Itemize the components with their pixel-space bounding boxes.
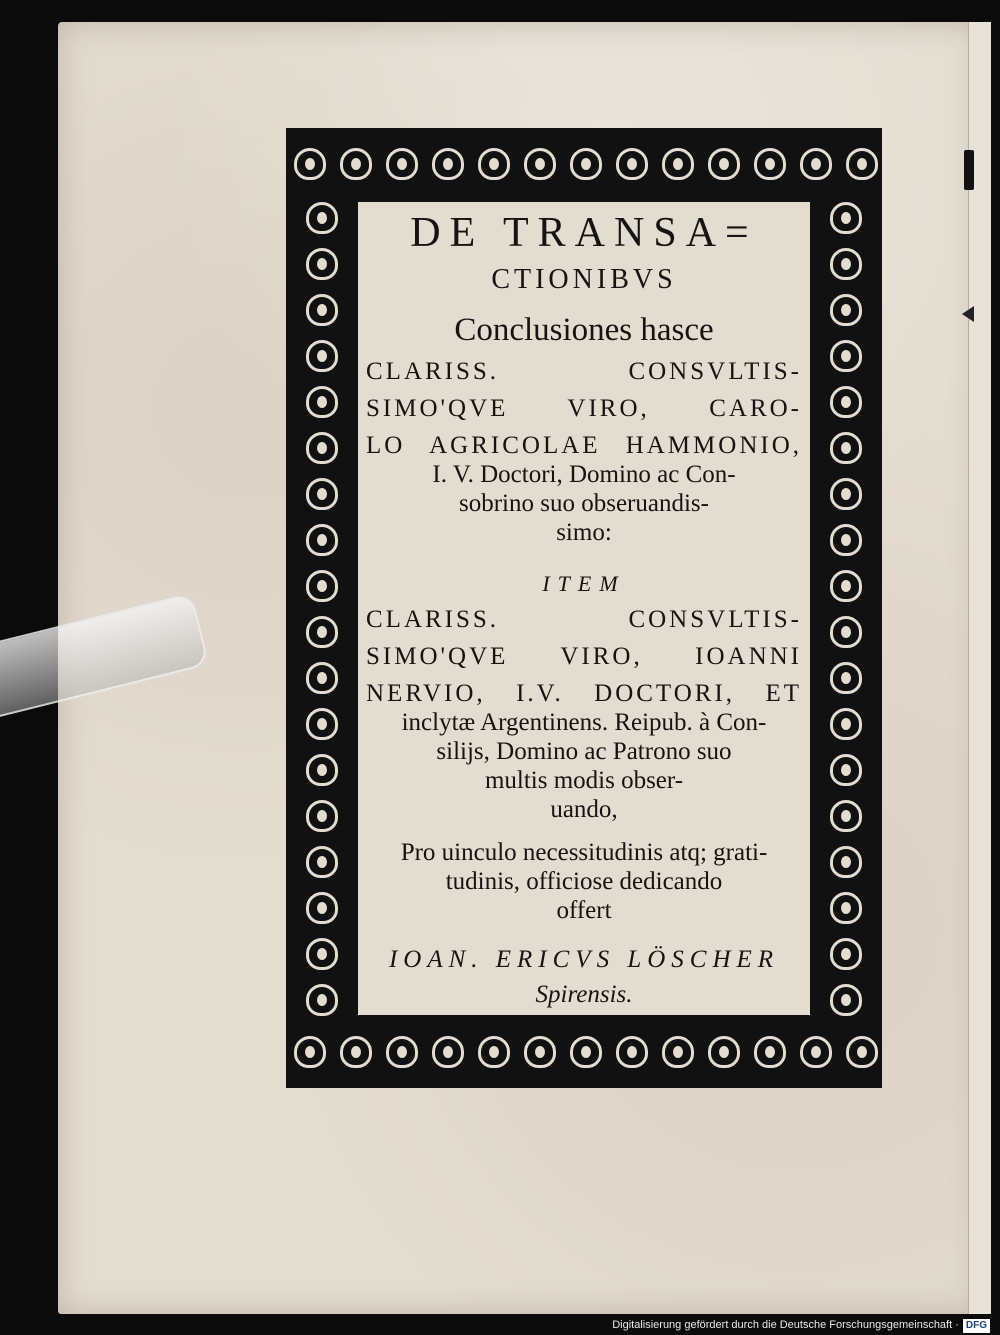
border-ornament-icon: [616, 148, 648, 180]
border-ornament-icon: [294, 1036, 326, 1068]
closing-line: Pro uinculo necessitudinis atq; grati-: [400, 839, 768, 866]
subtitle: Conclusiones hasce: [454, 312, 714, 348]
border-ornament-icon: [830, 478, 862, 510]
dedication1-line: LO AGRICOLAE HAMMONIO,: [366, 432, 802, 459]
border-ornament-icon: [800, 1036, 832, 1068]
border-ornament-icon: [846, 1036, 878, 1068]
border-ornament-icon: [754, 1036, 786, 1068]
border-ornament-icon: [830, 662, 862, 694]
border-ornament-icon: [830, 294, 862, 326]
border-ornament-icon: [306, 524, 338, 556]
border-ornament-icon: [306, 432, 338, 464]
border-ornament-icon: [830, 432, 862, 464]
page-edge-strip: [968, 22, 991, 1314]
border-ornament-icon: [830, 708, 862, 740]
title-line-1: DE TRANSA=: [410, 210, 758, 256]
border-ornament-icon: [830, 984, 862, 1016]
border-ornament-icon: [830, 570, 862, 602]
border-ornament-icon: [340, 1036, 372, 1068]
border-ornament-icon: [478, 148, 510, 180]
dedication1-line: SIMO'QVE VIRO, CARO-: [366, 395, 802, 422]
closing-line: tudinis, officiose dedicando: [445, 868, 723, 895]
border-ornament-icon: [306, 294, 338, 326]
dedication2-line: multis modis obser-: [484, 767, 684, 794]
closing-line: offert: [556, 897, 612, 924]
border-ornament-icon: [306, 248, 338, 280]
author-origin: Spirensis.: [535, 981, 633, 1008]
dedication2-line: uando,: [550, 796, 618, 823]
border-ornament-icon: [306, 570, 338, 602]
border-ornament-icon: [306, 938, 338, 970]
border-ornament-icon: [830, 524, 862, 556]
dedication2-line: SIMO'QVE VIRO, IOANNI: [366, 643, 802, 670]
border-ornament-icon: [306, 754, 338, 786]
border-ornament-icon: [830, 938, 862, 970]
border-ornament-icon: [306, 800, 338, 832]
dedication2-line: inclytæ Argentinens. Reipub. à Con-: [401, 709, 767, 736]
title-page-text: [358, 202, 810, 1007]
border-ornament-icon: [830, 616, 862, 648]
border-ornament-icon: [306, 892, 338, 924]
border-ornament-icon: [830, 386, 862, 418]
border-ornament-icon: [830, 202, 862, 234]
item-heading: ITEM: [542, 571, 626, 596]
border-ornament-icon: [830, 340, 862, 372]
border-ornament-icon: [708, 1036, 740, 1068]
border-ornament-icon: [306, 708, 338, 740]
border-ornament-icon: [662, 1036, 694, 1068]
border-ornament-icon: [432, 148, 464, 180]
border-ornament-icon: [306, 616, 338, 648]
border-ornament-icon: [306, 386, 338, 418]
border-ornament-icon: [708, 148, 740, 180]
border-ornament-icon: [616, 1036, 648, 1068]
dedication2-line: silijs, Domino ac Patrono suo: [436, 738, 732, 765]
border-ornament-icon: [570, 1036, 602, 1068]
footer-text: Digitalisierung gefördert durch die Deutsche Forschungsgemeinschaft ·: [612, 1319, 959, 1331]
border-ornament-icon: [830, 892, 862, 924]
title-line-2: CTIONIBVS: [491, 264, 677, 295]
border-ornament-icon: [306, 984, 338, 1016]
dedication1-line: CLARISS. CONSVLTIS-: [366, 358, 802, 385]
border-ornament-icon: [340, 148, 372, 180]
border-ornament-icon: [830, 846, 862, 878]
border-ornament-icon: [800, 148, 832, 180]
border-ornament-icon: [662, 148, 694, 180]
border-ornament-icon: [306, 202, 338, 234]
border-ornament-icon: [386, 1036, 418, 1068]
border-ornament-icon: [306, 846, 338, 878]
border-ornament-icon: [830, 754, 862, 786]
dfg-logo: DFG: [963, 1319, 990, 1333]
border-ornament-icon: [306, 662, 338, 694]
border-ornament-icon: [306, 340, 338, 372]
border-ornament-icon: [524, 148, 556, 180]
border-ornament-icon: [830, 248, 862, 280]
dedication1-line: sobrino suo obseruandis-: [459, 490, 709, 517]
border-ornament-icon: [478, 1036, 510, 1068]
border-ornament-icon: [432, 1036, 464, 1068]
footer-credit: [580, 1318, 990, 1332]
arrow-marker-icon: [962, 306, 974, 322]
dedication2-line: CLARISS. CONSVLTIS-: [366, 606, 802, 633]
dedication1-line: I. V. Doctori, Domino ac Con-: [432, 461, 736, 488]
border-ornament-icon: [306, 478, 338, 510]
border-ornament-icon: [846, 148, 878, 180]
border-ornament-icon: [386, 148, 418, 180]
dedication2-line: NERVIO, I.V. DOCTORI, ET: [366, 680, 802, 707]
border-ornament-icon: [294, 148, 326, 180]
author-name: IOAN. ERICVS LÖSCHER: [388, 946, 780, 973]
border-ornament-icon: [754, 148, 786, 180]
border-ornament-icon: [570, 148, 602, 180]
page-tab-marker: [964, 150, 974, 190]
border-ornament-icon: [524, 1036, 556, 1068]
border-ornament-icon: [830, 800, 862, 832]
dedication1-line: simo:: [556, 519, 612, 546]
